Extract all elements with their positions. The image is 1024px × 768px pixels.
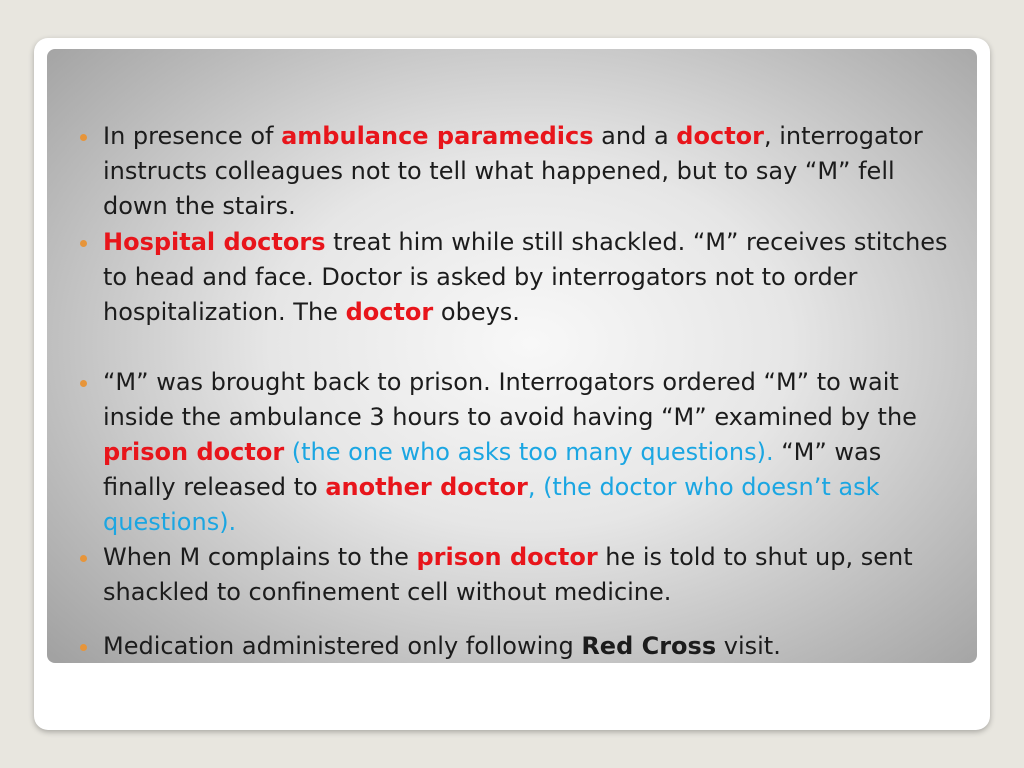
highlight-ambulance-paramedics: ambulance paramedics (281, 122, 594, 150)
aside-too-many-questions: (the one who asks too many questions). (284, 438, 774, 466)
bullet-segment: “M” was finally released to (103, 438, 882, 501)
highlight-prison-doctor: prison doctor (103, 438, 285, 466)
bullet-segment: he is told to shut up, sent shackled to confinement cell without medicine. (103, 543, 913, 606)
bullet-segment: and a (593, 122, 677, 150)
bullet-segment: , interrogator instructs colleagues not to tell what happened, but to say “M” fell down the stairs. (103, 122, 923, 220)
highlight-doctor: doctor (345, 298, 434, 326)
highlight-another-doctor: another doctor (325, 473, 528, 501)
aside-no-questions: , (the doctor who doesn’t ask questions). (103, 473, 880, 536)
bullet-item (103, 365, 961, 540)
bullet-item (103, 119, 961, 224)
bullet-dot-icon (80, 134, 87, 141)
bullet-segment: visit. (716, 632, 781, 660)
bullet-segment: obeys. (433, 298, 520, 326)
highlight-doctor: doctor (676, 122, 764, 150)
bullet-segment: “M” was brought back to prison. Interrogators ordered “M” to wait inside the ambulance 3 hours to avoid having “M” examined by the (103, 368, 917, 431)
bullet-item (103, 540, 961, 610)
bullet-segment: In presence of (103, 122, 282, 150)
bullet-item (103, 629, 961, 664)
bullet-segment: Medication administered only following (103, 632, 582, 660)
content-panel (47, 49, 977, 663)
bullet-list (47, 49, 977, 663)
highlight-prison-doctor: prison doctor (416, 543, 598, 571)
bullet-dot-icon (80, 240, 87, 247)
bullet-dot-icon (80, 555, 87, 562)
bullet-dot-icon (80, 644, 87, 651)
bullet-dot-icon (80, 380, 87, 387)
bullet-segment: treat him while still shackled. “M” receives stitches to head and face. Doctor is asked by interrogators not to order hospitalization. The (103, 228, 948, 326)
highlight-red-cross: Red Cross (581, 632, 717, 660)
highlight-hospital-doctors: Hospital doctors (103, 228, 326, 256)
bullet-item (103, 225, 961, 330)
bullet-segment: When M complains to the (103, 543, 417, 571)
